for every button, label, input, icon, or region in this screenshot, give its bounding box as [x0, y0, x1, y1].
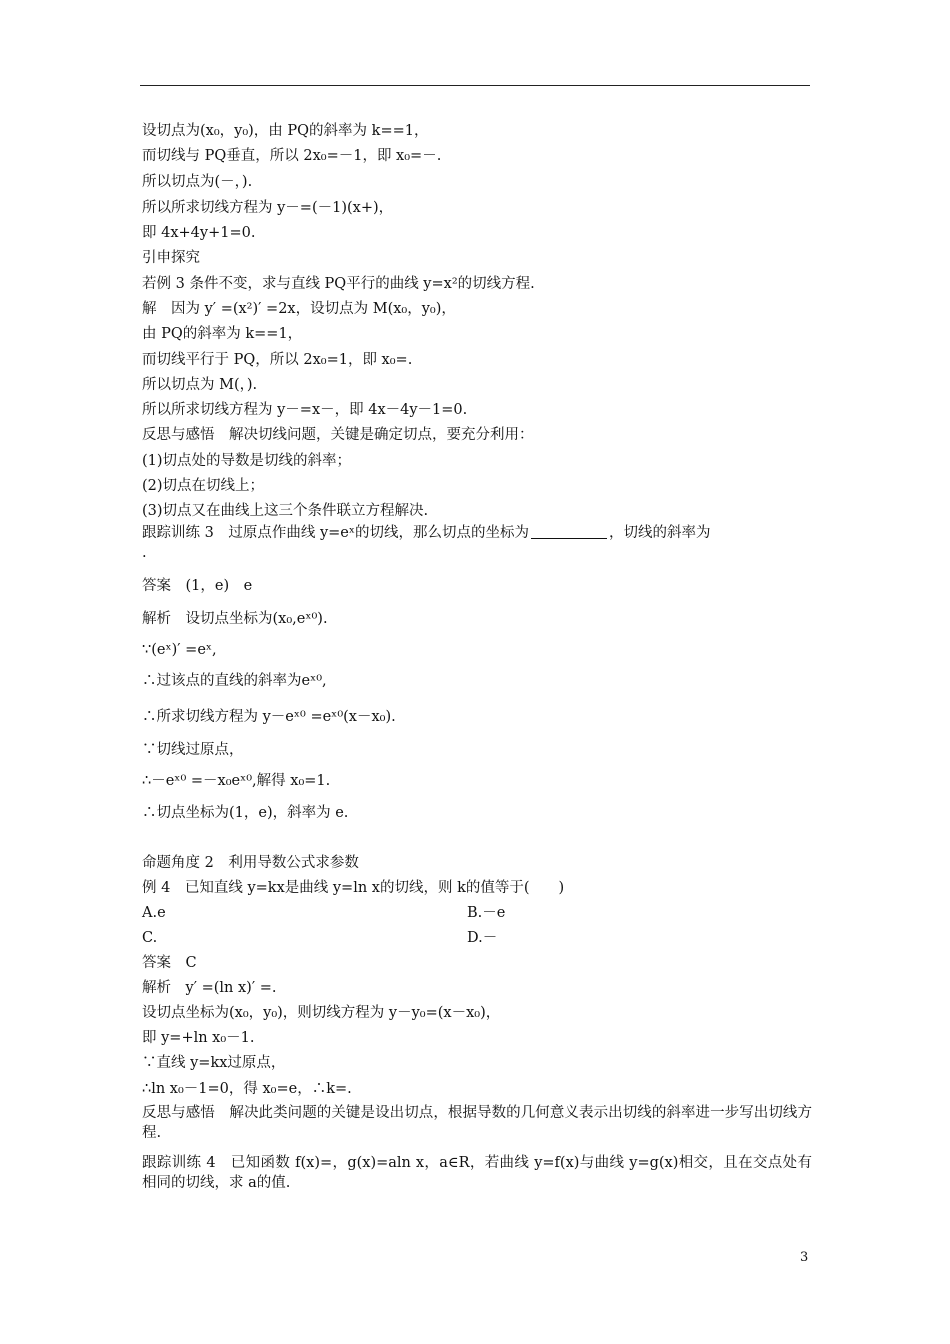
text-line: (2)切点在切线上；: [142, 478, 265, 494]
text-line: 所以切点为 M(，).: [142, 377, 258, 393]
text-line: 若例 3 条件不变，求与直线 PQ平行的曲线 y=x²的切线方程.: [142, 276, 535, 292]
text-line: ∴ln x₀－1=0，得 x₀=e，∴k=.: [142, 1081, 352, 1097]
text-line: 反思与感悟 解决切线问题，关键是确定切点，要充分利用：: [142, 427, 534, 443]
text-line: 解 因为 y′ =(x²)′ =2x，设切点为 M(x₀，y₀)，: [142, 301, 456, 317]
text-line: 所以所求切线方程为 y－=x－，即 4x－4y－1=0.: [142, 402, 468, 418]
reflection-paragraph: 反思与感悟 解决此类问题的关键是设出切点，根据导数的几何意义表示出切线的斜率进一步写出切线方程.: [142, 1105, 812, 1141]
text-line: 答案 C: [142, 955, 197, 971]
exercise-3-end: .: [142, 545, 147, 561]
text-line: 而切线平行于 PQ，所以 2x₀=1，即 x₀=.: [142, 352, 413, 368]
option-d: D.－: [467, 930, 498, 946]
page-number: 3: [800, 1250, 809, 1265]
exercise-3-text: 跟踪训练 3 过原点作曲线 y=eˣ的切线，那么切点的坐标为: [142, 525, 530, 541]
text-line: 由 PQ的斜率为 k==1，: [142, 326, 303, 342]
header-rule: [140, 85, 810, 86]
text-line: 例 4 已知直线 y=kx是曲线 y=ln x的切线，则 k的值等于( ): [142, 880, 565, 896]
text-line: 即 4x+4y+1=0.: [142, 225, 256, 241]
text-line: 引申探究: [142, 250, 200, 266]
exercise-4: 跟踪训练 4 已知函数 f(x)=，g(x)=aln x，a∈R，若曲线 y=f(x)与曲线 y=g(x)相交，且在交点处有相同的切线，求 a的值.: [142, 1155, 812, 1191]
option-a: A.e: [142, 905, 166, 921]
text-line: (3)切点又在曲线上这三个条件联立方程解决.: [142, 503, 429, 519]
text-line: 而切线与 PQ垂直，所以 2x₀=－1，即 x₀=－.: [142, 148, 442, 164]
answer-blank[interactable]: [531, 524, 607, 539]
exercise-3: [142, 523, 812, 563]
option-b: B.－e: [467, 905, 506, 921]
text-line: 命题角度 2 利用导数公式求参数: [142, 855, 359, 871]
text-line: 所以所求切线方程为 y－=(－1)(x+)，: [142, 200, 394, 216]
text-line: 设切点坐标为(x₀，y₀)，则切线方程为 y－y₀=(x－x₀)，: [142, 1005, 501, 1021]
option-c: C.: [142, 930, 158, 946]
text-line: 解析 y′ =(ln x)′ =.: [142, 980, 277, 996]
text-line: ∵切线过原点，: [142, 742, 244, 758]
text-line: ∵(eˣ)′ =eˣ,: [142, 642, 217, 658]
text-line: ∴－eˣ⁰ =－x₀eˣ⁰,解得 x₀=1.: [142, 773, 331, 789]
text-line: ∴所求切线方程为 y－eˣ⁰ =eˣ⁰(x－x₀).: [142, 709, 396, 725]
text-line: ∵直线 y=kx过原点，: [142, 1055, 286, 1071]
text-line: 答案 (1，e) e: [142, 578, 253, 594]
text-line: 所以切点为(－，).: [142, 174, 253, 190]
exercise-3-text-2: ，切线的斜率为: [609, 525, 711, 541]
text-line: 即 y=+ln x₀－1.: [142, 1030, 255, 1046]
text-line: 设切点为(x₀，y₀)，由 PQ的斜率为 k==1，: [142, 123, 429, 139]
text-line: ∴切点坐标为(1，e)，斜率为 e.: [142, 805, 349, 821]
text-line: 解析 设切点坐标为(x₀,eˣ⁰).: [142, 611, 328, 627]
text-line: ∴过该点的直线的斜率为eˣ⁰,: [142, 673, 327, 689]
text-line: (1)切点处的导数是切线的斜率；: [142, 453, 352, 469]
